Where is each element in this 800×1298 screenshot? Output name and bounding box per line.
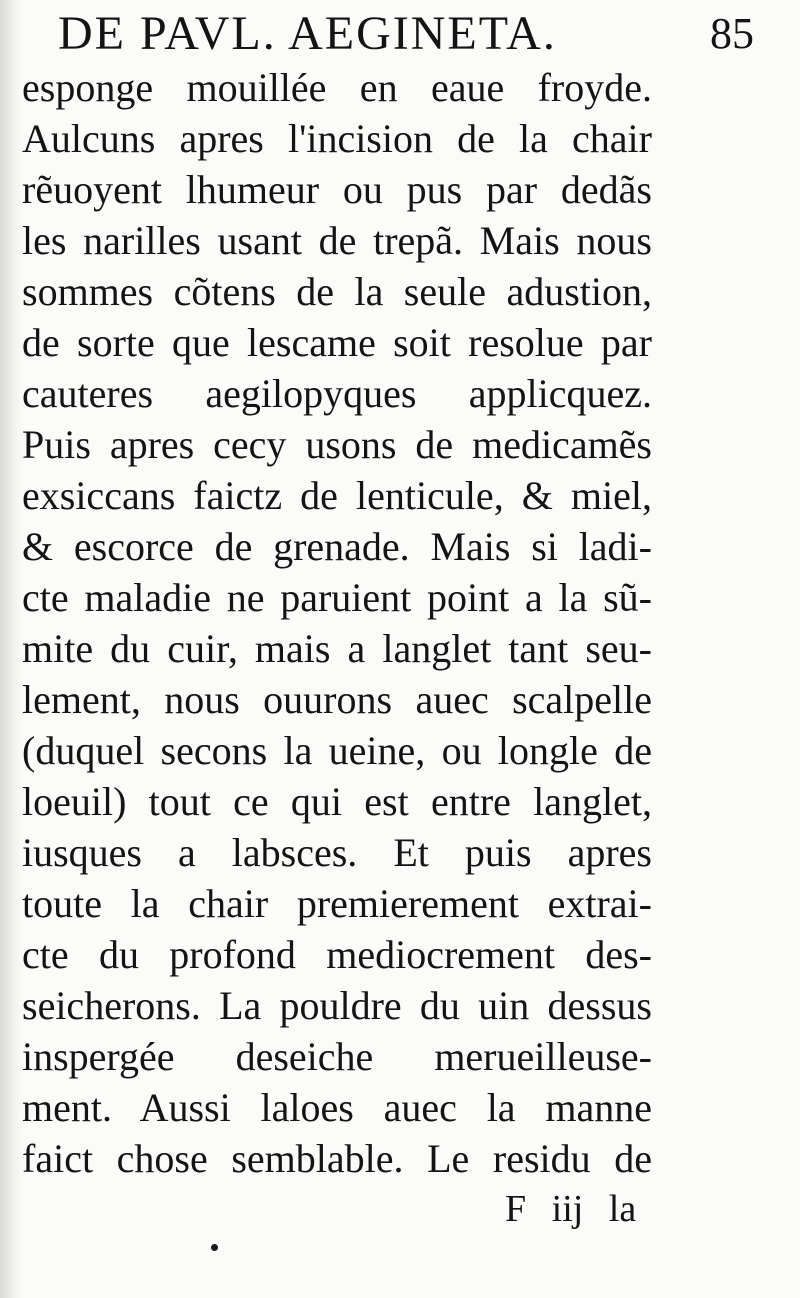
text-line: seicherons. La pouldre du uin dessus [22, 983, 652, 1028]
text-line: exsiccans faictz de lenticule, & miel, [22, 473, 652, 518]
text-line: inspergée deseiche merueilleuse- [22, 1034, 652, 1079]
body-text [22, 62, 652, 1184]
running-head [58, 4, 758, 64]
text-line: cte maladie ne paruient point a la sũ- [22, 575, 652, 620]
text-line: iusques a labsces. Et puis apres [22, 830, 652, 875]
text-line: les narilles usant de trepã. Mais nous [22, 218, 652, 263]
signature-catchword: F iij la [505, 1188, 637, 1230]
page-number: 85 [710, 9, 754, 58]
text-line: toute la chair premierement extrai- [22, 881, 652, 926]
text-line: & escorce de grenade. Mais si ladi- [22, 524, 652, 569]
text-line: rẽuoyent lhumeur ou pus par dedãs [22, 167, 652, 212]
text-line: esponge mouillée en eaue froyde. [22, 65, 652, 110]
text-line: sommes cõtens de la seule adustion, [22, 269, 652, 314]
ink-dot [211, 1244, 218, 1251]
text-line: Aulcuns apres l'incision de la chair [22, 116, 652, 161]
text-line: cte du profond mediocrement des- [22, 932, 652, 977]
text-line: de sorte que lescame soit resolue par [22, 320, 652, 365]
text-line: faict chose semblable. Le residu de [22, 1136, 652, 1181]
text-line: ment. Aussi laloes auec la manne [22, 1085, 652, 1130]
running-title: DE PAVL. AEGINETA. [58, 7, 557, 60]
text-line: lement, nous ouurons auec scalpelle [22, 677, 652, 722]
text-line: mite du cuir, mais a langlet tant seu- [22, 626, 652, 671]
gutter-shadow [0, 0, 22, 1298]
text-line: (duquel secons la ueine, ou longle de [22, 728, 652, 773]
text-line: loeuil) tout ce qui est entre langlet, [22, 779, 652, 824]
text-line: cauteres aegilopyques applicquez. [22, 371, 652, 416]
text-line: Puis apres cecy usons de medicamẽs [22, 422, 652, 467]
